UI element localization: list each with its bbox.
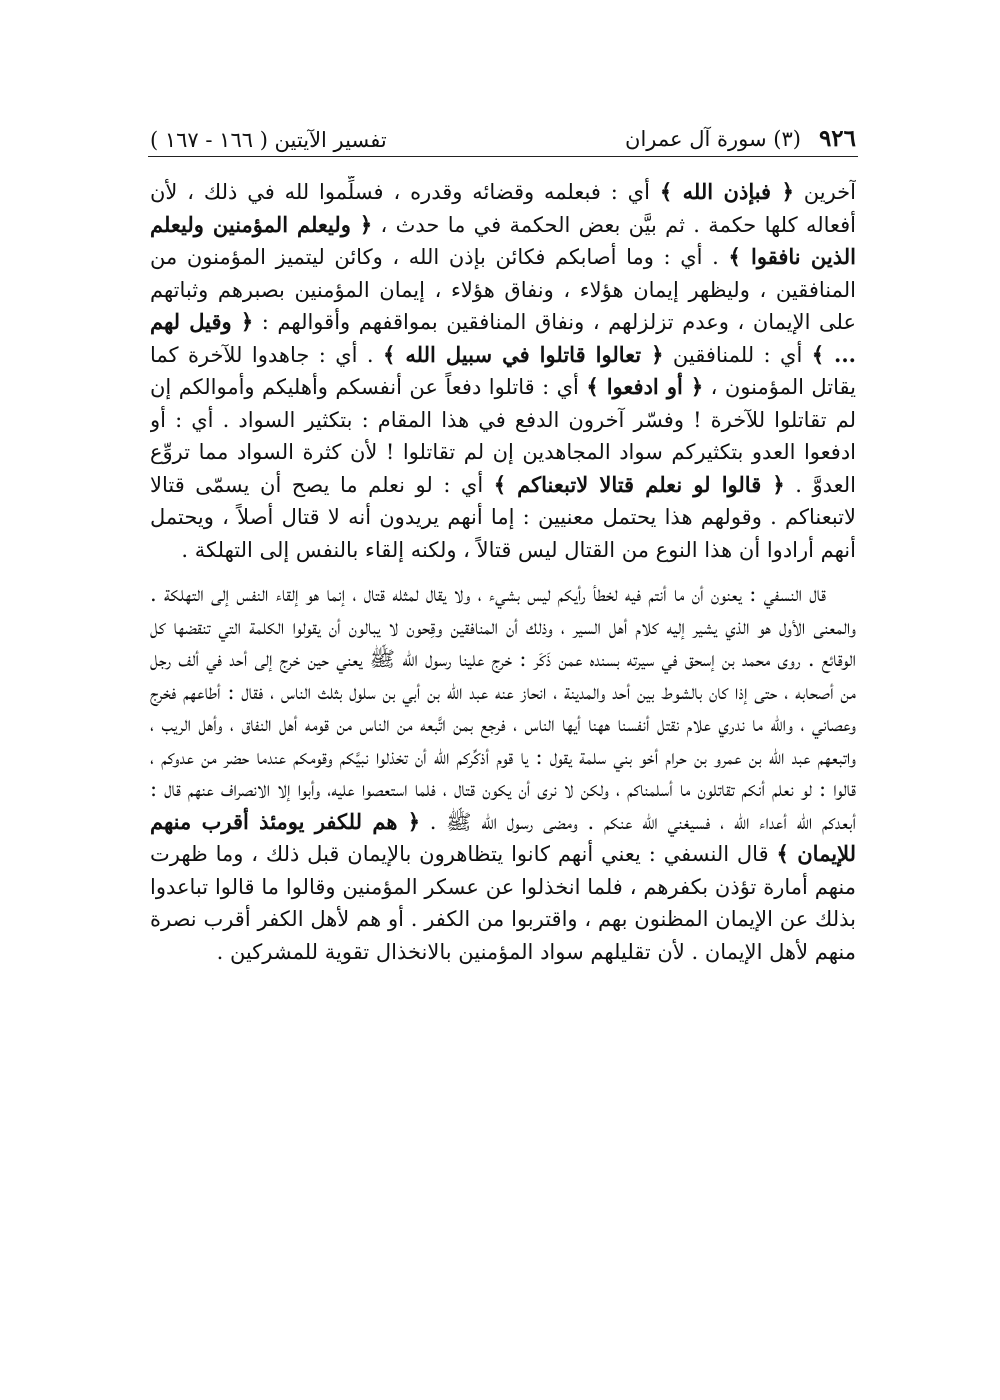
text-span: قال النسفي : يعني أنهم كانوا يتظاهرون بالإيمان قبل ذلك ، وما ظهرت منهم أمارة تؤذن بكفرهم ، فلما انخذلوا عن عسكر المؤمنين وقالوا ما قالوا تباعدوا بذلك عن الإيمان المظنون بهم ، واقتربوا من الكفر . أو هم لأهل الكفر أقرب نصرة منهم لأهل الإيمان . لأن تقليلهم سواد المؤمنين بالانخذال تقوية للمشركين . (150, 842, 856, 964)
text-span: أي : لو نعلم ما يصح أن يسمّى قتالا لاتبعناكم . وقولهم هذا يحتمل معنيين : إما أنهم يريدون أنه لا قتال أصلاً ، ويحتمل أنهم أرادوا أن هذا النوع من القتال ليس قتالاً ، ولكنه إلقاء بالنفس إلى التهلكة . (150, 472, 856, 562)
text-span: قال النسفي : يعنون أن ما أنتم فيه لخطأ رأيكم ليس بشيء ، ولا يقال لمثله قتال ، إنما هو إلقاء النفس إلى التهلكة . والمعنى الأول هو الذي يشير إليه كلام أهل السير ، وذلك أن المنافقين وقِحون لا يبالون أن يقولوا الكلمة التي تنقضها كل الوقائع . روى محمد بن إسحق في سيرته بسنده عمن ذَكَر : خرج علينا رسول الله ﷺ يعني حين خرج إلى أحد في ألف رجل من أصحابه ، حتى إذا كان بالشوط بين أحد والمدينة ، انحاز عنه عبد الله بن أبي بن سلول بثلث الناس ، فقال : أطاعهم فخرج وعصاني ، والله ما ندري علام نقتل أنفسنا ههنا أيها الناس ، فرجع بمن اتَّبعه من الناس من قومه أهل النفاق ، وأهل الريب ، واتبعهم عبد الله بن عمرو بن حرام أخو بني سلمة يقول : يا قوم أذكِّركم الله أن تخذلوا نبيَّكم وقومكم عندما حضر من عدوكم ، قالوا : لو نعلم أنكم تقاتلون ما أسلمناكم ، ولكن لا نرى أن يكون قتال ، فلما استعصوا عليه، وأبوا إلا الانصراف عنهم قال : أبعدكم الله أعداء الله ، فسيغني الله عنكم . ومضى رسول الله ﷺ . (150, 582, 856, 834)
quran-quote: ﴿ هم للكفر يومئذ أقرب منهم للإيمان ﴾ (150, 808, 856, 866)
quran-quote: ﴿ وليعلم المؤمنين وليعلم الذين نافقوا ﴾ (150, 211, 856, 269)
text-span: آخرين (793, 180, 856, 204)
section-title: تفسير الآيتين ( ١٦٦ - ١٦٧ ) (150, 128, 387, 152)
quran-quote: ﴿ قالوا لو نعلم قتالا لاتبعناكم ﴾ (493, 471, 785, 497)
text-span: أي : فبعلمه وقضائه وقدره ، فسلِّموا لله في ذلك ، لأن أفعاله كلها حكمة . ثم بيَّن بعض الحكمة في ما حدث ، (150, 180, 856, 237)
page-body (150, 176, 856, 1316)
text-span: . أي : جاهدوا للآخرة كما يقاتل المؤمنون ، (150, 342, 856, 399)
quran-quote: ﴿ أو ادفعوا ﴾ (586, 374, 704, 399)
quran-quote: ﴿ تعالوا قاتلوا في سبيل الله ﴾ (383, 341, 664, 367)
page-header (150, 112, 856, 152)
text-span: أي : قاتلوا دفعاً عن أنفسكم وأهليكم وأموالكم إن لم تقاتلوا للآخرة ! وفسّر آخرون الدفع في هذا المقام : بتكثير السواد . أي : أو ادفعوا العدو بتكثيركم سواد المجاهدين إن لم تقاتلوا ! لأن كثرة السواد مما تروِّع العدوَّ . (150, 375, 856, 497)
surah-title: (٣) سورة آل عمران (625, 127, 801, 151)
quran-quote: ﴿ فبإذن الله ﴾ (659, 179, 794, 204)
text-span: . أي : وما أصابكم فكائن بإذن الله ، وكائن ليتميز المؤمنون من المنافقين ، وليظهر إيمان هؤلاء ، ونفاق هؤلاء ، إيمان المؤمنين بصبرهم وثباتهم على الإيمان ، وعدم تزلزلهم ، ونفاق المنافقين بمواقفهم وأقوالهم : (150, 245, 856, 334)
header-divider (148, 156, 858, 157)
page-number: ٩٢٦ (818, 125, 856, 152)
text-span: أي : للمنافقين (663, 342, 812, 367)
paragraph-2 (150, 578, 856, 968)
header-right (625, 125, 856, 152)
quran-quote: ﴿ وقيل لهم ... ﴾ (150, 309, 856, 367)
paragraph-1 (150, 176, 856, 566)
